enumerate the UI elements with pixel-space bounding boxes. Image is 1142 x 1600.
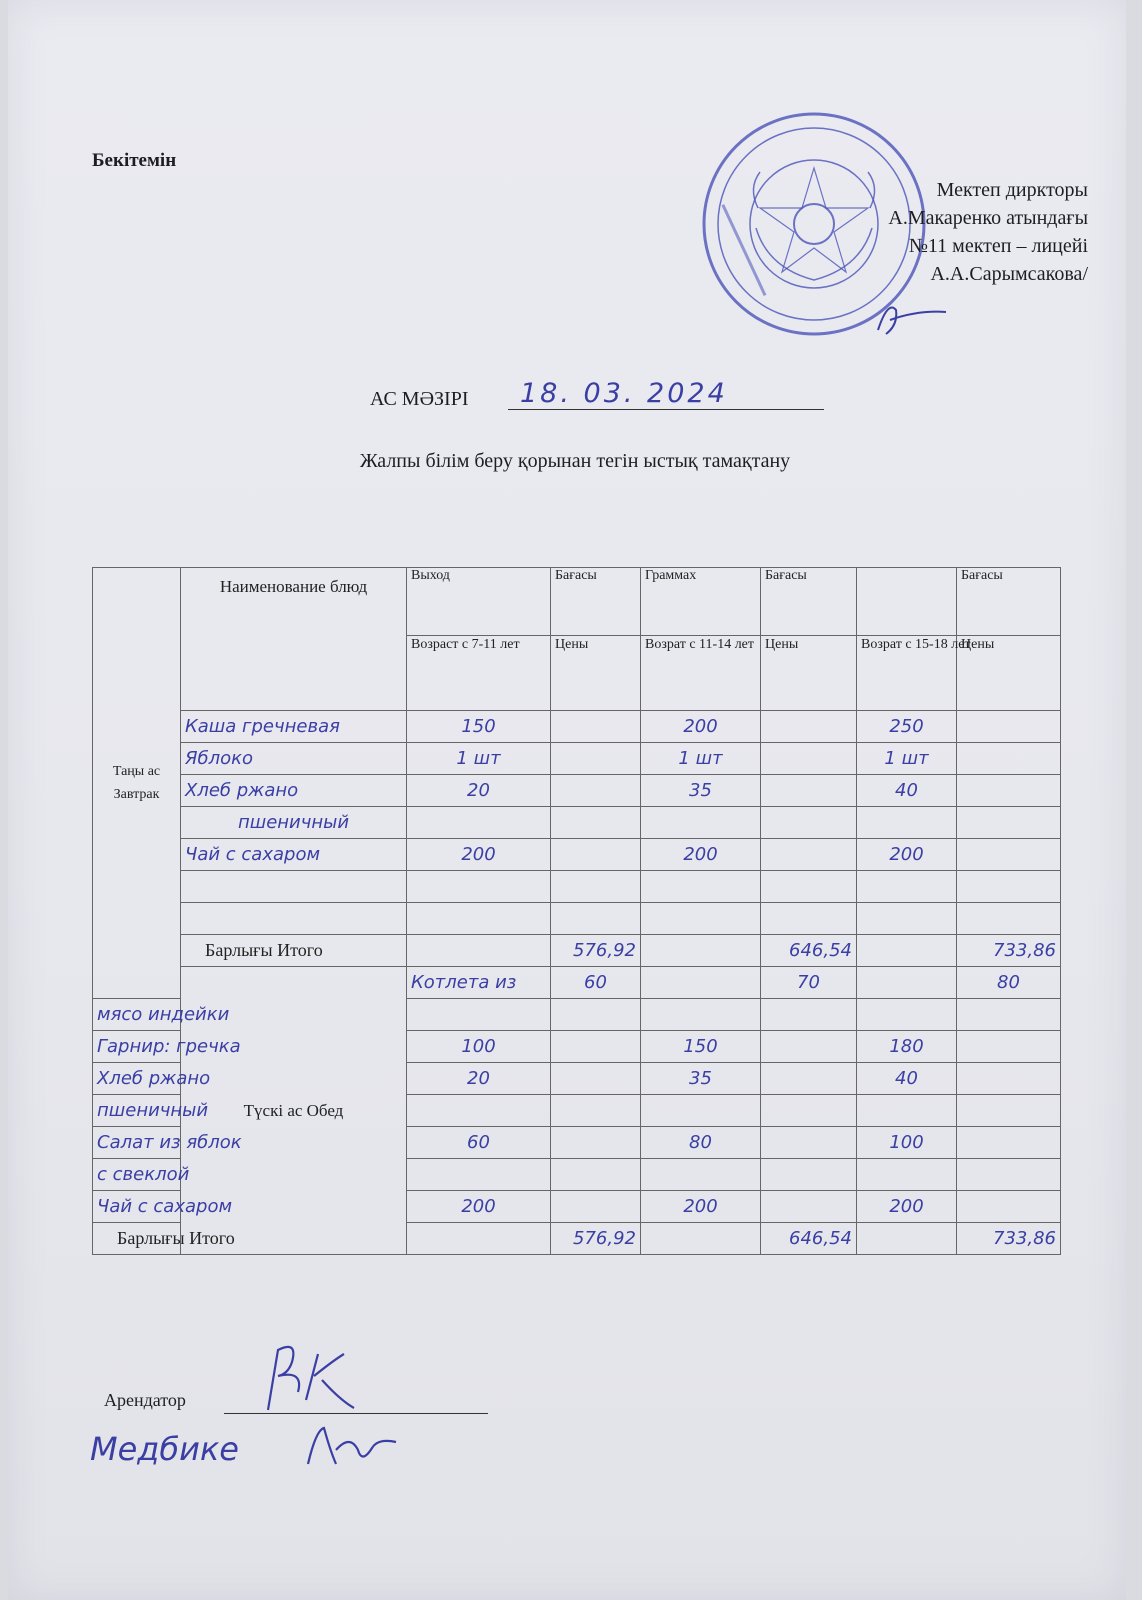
qty-15-18: 180 [857,1031,957,1063]
col-header: Бағасы [551,568,641,636]
table-row [93,775,1061,807]
col-header: Граммах [641,568,761,636]
qty-11-14: 150 [641,1031,761,1063]
qty-15-18: 200 [857,839,957,871]
qty-11-14 [641,871,761,903]
qty-11-14: 1 шт [641,743,761,775]
lunch-label: Түскі ас Обед [181,967,407,1255]
qty-7-11 [407,903,551,935]
approve-label: Бекітемін [92,150,177,171]
col-subheader: Возрат с 11-14 лет [641,636,761,711]
table-row [93,711,1061,743]
col-header: Выход [407,568,551,636]
qty-7-11 [407,871,551,903]
dish-name: с свеклой [93,1159,181,1191]
arendator-label: Арендатор [104,1390,186,1410]
qty-7-11: 60 [551,967,641,999]
table-row [93,743,1061,775]
qty-7-11: 150 [407,711,551,743]
director-block [888,176,1088,288]
qty-11-14: 35 [641,775,761,807]
qty-7-11 [407,1095,551,1127]
qty-15-18 [857,807,957,839]
dish-name: Котлета из [407,967,551,999]
director-line: Мектеп дирктоpы [936,179,1088,201]
qty-15-18: 100 [857,1127,957,1159]
dish-name: Гарнир: гречка [93,1031,181,1063]
table-row [93,903,1061,935]
col-subheader: Цены [551,636,641,711]
medbike-signature [302,1420,402,1470]
document-page [8,0,1126,1600]
total-price-7-11: 576,92 [551,935,641,967]
director-line: №11 мектеп – лицейі [908,235,1088,257]
total-price-11-14: 646,54 [761,935,857,967]
table-row [93,807,1061,839]
dish-name: Хлеб ржано [181,775,407,807]
dish-name-header: Наименование блюд [181,568,407,711]
qty-7-11 [407,807,551,839]
menu-table [92,567,1061,1255]
dish-name: Салат из яблок [93,1127,181,1159]
col-subheader: Цены [957,636,1061,711]
qty-11-14: 200 [641,839,761,871]
table-row [93,967,1061,999]
col-header [857,568,957,636]
qty-15-18 [857,1095,957,1127]
qty-11-14 [641,807,761,839]
total-label: Барлығы Итого [181,935,407,967]
table-row [93,839,1061,871]
medbike-label: Медбике [90,1430,239,1468]
qty-7-11: 1 шт [407,743,551,775]
total-row [93,935,1061,967]
qty-11-14 [641,1095,761,1127]
total-label: Барлығы Итого [93,1223,181,1255]
dish-name: Чай с сахаром [93,1191,181,1223]
dish-name [181,903,407,935]
qty-15-18 [857,903,957,935]
dish-name: Чай с сахаром [181,839,407,871]
qty-15-18: 200 [857,1191,957,1223]
qty-7-11: 200 [407,839,551,871]
col-subheader: Цены [761,636,857,711]
menu-date: 18. 03. 2024 [508,378,824,410]
total-price-15-18: 733,86 [957,935,1061,967]
qty-7-11 [407,1159,551,1191]
total-price-7-11: 576,92 [551,1223,641,1255]
qty-15-18 [857,1159,957,1191]
qty-15-18: 40 [857,1063,957,1095]
qty-7-11 [407,999,551,1031]
qty-11-14: 200 [641,1191,761,1223]
dish-name: Хлеб ржано [93,1063,181,1095]
qty-11-14 [641,999,761,1031]
dish-name: мясо индейки [93,999,181,1031]
col-subheader: Возраст с 7-11 лет [407,636,551,711]
total-price-11-14: 646,54 [761,1223,857,1255]
dish-name: Яблоко [181,743,407,775]
qty-11-14 [641,1159,761,1191]
qty-15-18: 80 [957,967,1061,999]
qty-7-11: 200 [407,1191,551,1223]
dish-name: пшеничный [181,807,407,839]
qty-11-14 [641,903,761,935]
qty-15-18: 250 [857,711,957,743]
dish-name: пшеничный [93,1095,181,1127]
qty-7-11: 100 [407,1031,551,1063]
qty-15-18: 40 [857,775,957,807]
qty-11-14: 80 [641,1127,761,1159]
qty-15-18 [857,871,957,903]
qty-7-11: 20 [407,1063,551,1095]
qty-15-18: 1 шт [857,743,957,775]
qty-15-18 [857,999,957,1031]
header-row [93,568,1061,636]
qty-7-11: 20 [407,775,551,807]
qty-11-14: 200 [641,711,761,743]
menu-subtitle: Жалпы білім беру қорынан тегін ыстық тамақтану [359,450,791,472]
menu-title: АС МӘЗІРІ [370,388,469,410]
qty-11-14: 70 [761,967,857,999]
total-price-15-18: 733,86 [957,1223,1061,1255]
director-line: А.Макаренко атындағы [888,207,1088,229]
col-header: Бағасы [957,568,1061,636]
col-header: Бағасы [761,568,857,636]
arendator-signature [248,1340,368,1420]
director-line: А.А.Сарымсакова/ [930,263,1088,285]
qty-7-11: 60 [407,1127,551,1159]
dish-name [181,871,407,903]
breakfast-label: Таңы ас Завтрак [93,568,181,999]
col-subheader: Возрат с 15-18 лет [857,636,957,711]
table-row [93,871,1061,903]
qty-11-14: 35 [641,1063,761,1095]
director-signature [868,290,948,340]
dish-name: Каша гречневая [181,711,407,743]
